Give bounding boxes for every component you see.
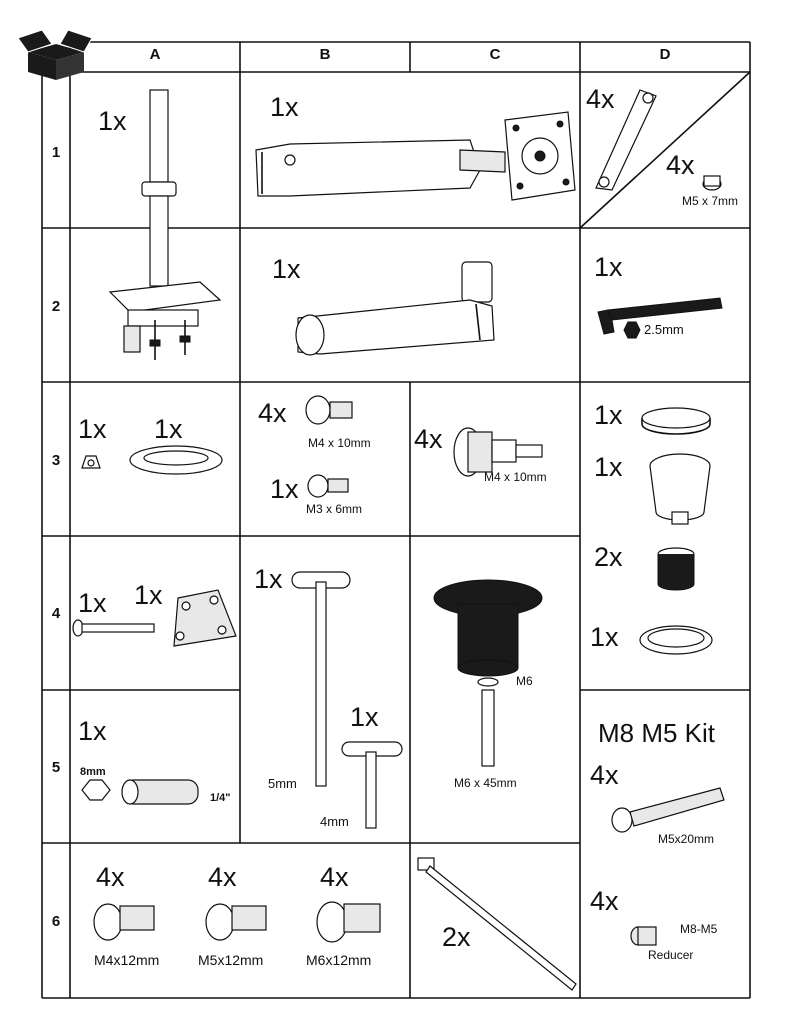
arm-with-plate-image — [256, 112, 575, 200]
d6-reducer-label: Reducer — [648, 948, 694, 962]
a1-quantity: 1x — [98, 106, 127, 136]
a3-quantity-washer: 1x — [154, 414, 183, 444]
b2-quantity: 1x — [272, 254, 301, 284]
extension-arm-image — [296, 262, 494, 355]
row-header-4: 4 — [51, 605, 61, 622]
oval-washer-image — [130, 446, 222, 474]
socket-image — [82, 780, 198, 804]
a6-size-m4: M4x12mm — [94, 952, 160, 968]
m5-12-screw-image — [206, 904, 266, 940]
knob-image — [434, 580, 542, 766]
b4-size-5mm: 5mm — [268, 776, 297, 791]
b3-quantity-m4: 4x — [258, 398, 287, 428]
reducer-image — [631, 927, 656, 945]
b3-quantity-m3: 1x — [270, 474, 299, 504]
d3-quantity-disk: 1x — [594, 400, 623, 430]
c6-quantity: 2x — [442, 922, 471, 952]
column-header-d: D — [659, 46, 671, 63]
d6-quantity-reducer: 4x — [590, 886, 619, 916]
d3-quantity-spacer: 1x — [594, 452, 623, 482]
d1-screw-size: M5 x 7mm — [682, 194, 739, 208]
column-header-a: A — [149, 46, 161, 63]
d2-hex-size: 2.5mm — [644, 322, 684, 337]
b5-size-4mm: 4mm — [320, 814, 349, 829]
a4-quantity-bolt: 1x — [78, 588, 107, 618]
d4-quantity-ring: 1x — [590, 622, 619, 652]
m4-12-screw-image — [94, 904, 154, 940]
m6-12-screw-image — [317, 902, 380, 942]
d6-reducer-size: M8-M5 — [680, 922, 718, 936]
m3-screw-image — [308, 475, 348, 497]
row-header-3: 3 — [51, 452, 61, 469]
a6-size-m6: M6x12mm — [306, 952, 372, 968]
sleeve-image — [658, 548, 694, 590]
b3-size-m4: M4 x 10mm — [308, 436, 371, 450]
d2-quantity: 1x — [594, 252, 623, 282]
ring-image — [640, 626, 712, 654]
d1-quantity-screw: 4x — [666, 150, 695, 180]
row-header-5: 5 — [51, 759, 61, 776]
spacer-image — [650, 454, 710, 524]
t-handle-5mm-image — [292, 572, 350, 786]
row-header-1: 1 — [51, 144, 61, 161]
a6-size-m5: M5x12mm — [198, 952, 264, 968]
d4-quantity-sleeve: 2x — [594, 542, 623, 572]
c4-thread-size: M6 — [516, 674, 533, 688]
a6-quantity-m5: 4x — [208, 862, 237, 892]
row-header-2: 2 — [51, 298, 61, 315]
a5-hex-size: 8mm — [80, 766, 106, 778]
d1-quantity-bracket: 4x — [586, 84, 615, 114]
a6-quantity-m4: 4x — [96, 862, 125, 892]
disk-image — [642, 408, 710, 434]
cap-nut-image — [82, 456, 100, 468]
b1-quantity: 1x — [270, 92, 299, 122]
c3-quantity: 4x — [414, 424, 443, 454]
a4-quantity-plate: 1x — [134, 580, 163, 610]
b4-quantity-5mm: 1x — [254, 564, 283, 594]
kit-title: M8 M5 Kit — [598, 718, 716, 748]
c5-bolt-size: M6 x 45mm — [454, 776, 517, 790]
t-handle-4mm-image — [342, 742, 402, 828]
c3-size: M4 x 10mm — [484, 470, 547, 484]
thumb-screw-image — [454, 428, 542, 476]
a6-quantity-m6: 4x — [320, 862, 349, 892]
a3-quantity-nut: 1x — [78, 414, 107, 444]
d5-quantity-screw: 4x — [590, 760, 619, 790]
column-header-b: B — [319, 46, 331, 63]
a5-quantity: 1x — [78, 716, 107, 746]
b3-size-m3: M3 x 6mm — [306, 502, 363, 516]
a5-drive-size: 1/4" — [210, 792, 231, 804]
m5-20-screw-image — [612, 788, 724, 832]
m4-screw-image — [306, 396, 352, 424]
m5-screw-image — [703, 176, 721, 190]
d5-screw-size: M5x20mm — [658, 832, 715, 846]
row-header-6: 6 — [51, 913, 61, 930]
column-header-c: C — [489, 46, 501, 63]
b5-quantity-4mm: 1x — [350, 702, 379, 732]
plate-image — [174, 590, 236, 646]
bolt-image — [73, 620, 154, 636]
